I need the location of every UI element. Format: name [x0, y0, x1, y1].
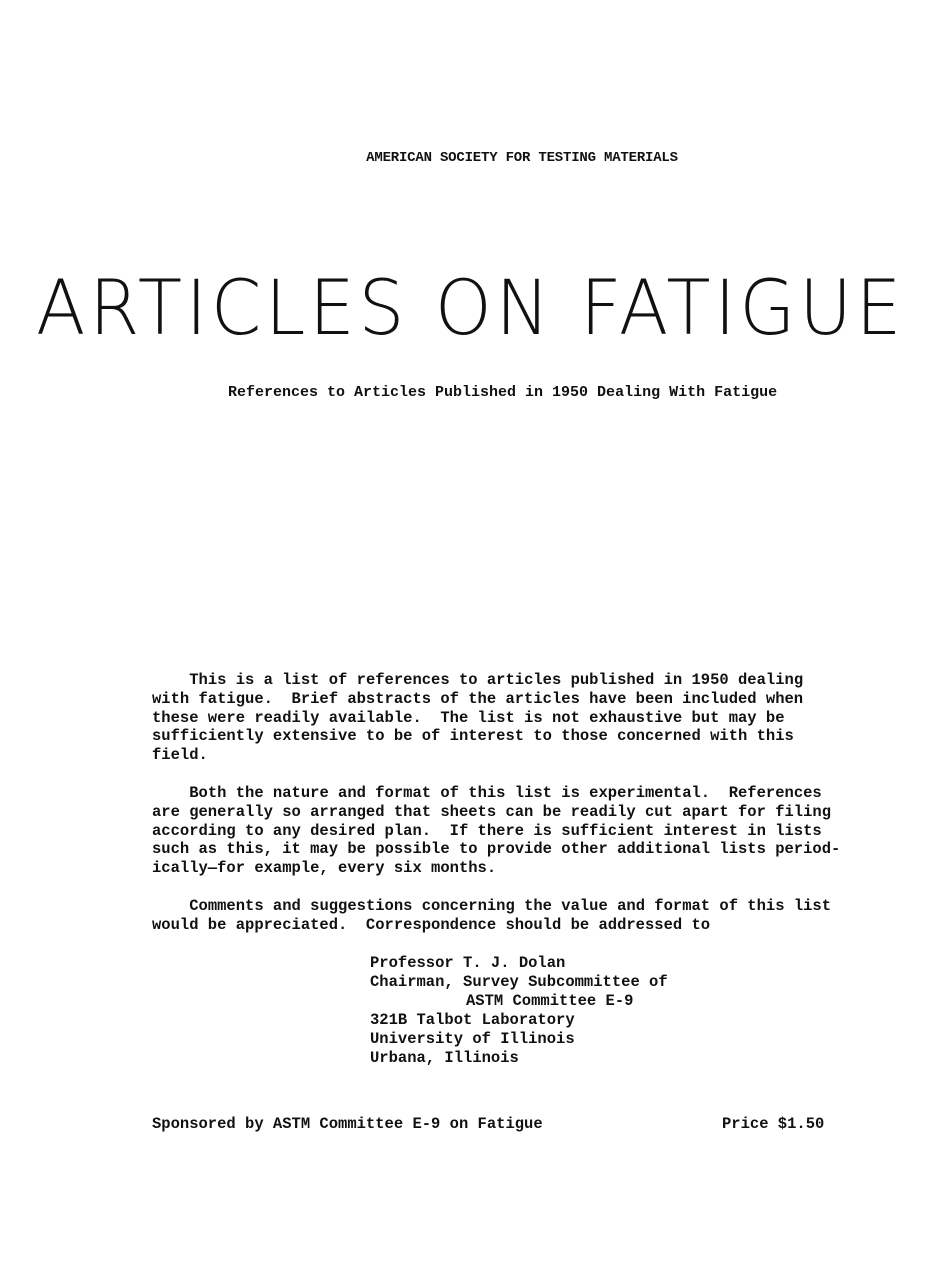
address-committee: ASTM Committee E-9	[466, 992, 634, 1010]
address-building: 321B Talbot Laboratory	[370, 1011, 575, 1029]
address-name: Professor T. J. Dolan	[370, 954, 566, 972]
organization-header: AMERICAN SOCIETY FOR TESTING MATERIALS	[366, 150, 678, 166]
comments-paragraph: Comments and suggestions concerning the value and format of this list would be appreciated. Correspondence should be addressed to	[152, 897, 832, 934]
intro-paragraph: This is a list of references to articles published in 1950 dealing with fatigue. Brief abstracts of the articles have been included when these were readily available. The list is not exhaustive but may be sufficiently extensive to be of interest to those concerned with this field.	[152, 671, 804, 765]
address-position: Chairman, Survey Subcommittee of	[370, 973, 668, 991]
sponsor-line: Sponsored by ASTM Committee E-9 on Fatigue	[152, 1115, 543, 1133]
mailing-address	[370, 954, 668, 1068]
address-city: Urbana, Illinois	[370, 1049, 519, 1067]
format-paragraph: Both the nature and format of this list is experimental. References are generally so arranged that sheets can be readily cut apart for filing according to any desired plan. If there is sufficient interest in lists such as this, it may be possible to provide other additional lists period- ically—for example, every six months.	[152, 784, 841, 878]
address-institution: University of Illinois	[370, 1030, 575, 1048]
page-title: ARTICLES ON FATIGUE	[36, 263, 906, 352]
price-label: Price $1.50	[722, 1115, 825, 1133]
subtitle: References to Articles Published in 1950 Dealing With Fatigue	[228, 384, 778, 401]
